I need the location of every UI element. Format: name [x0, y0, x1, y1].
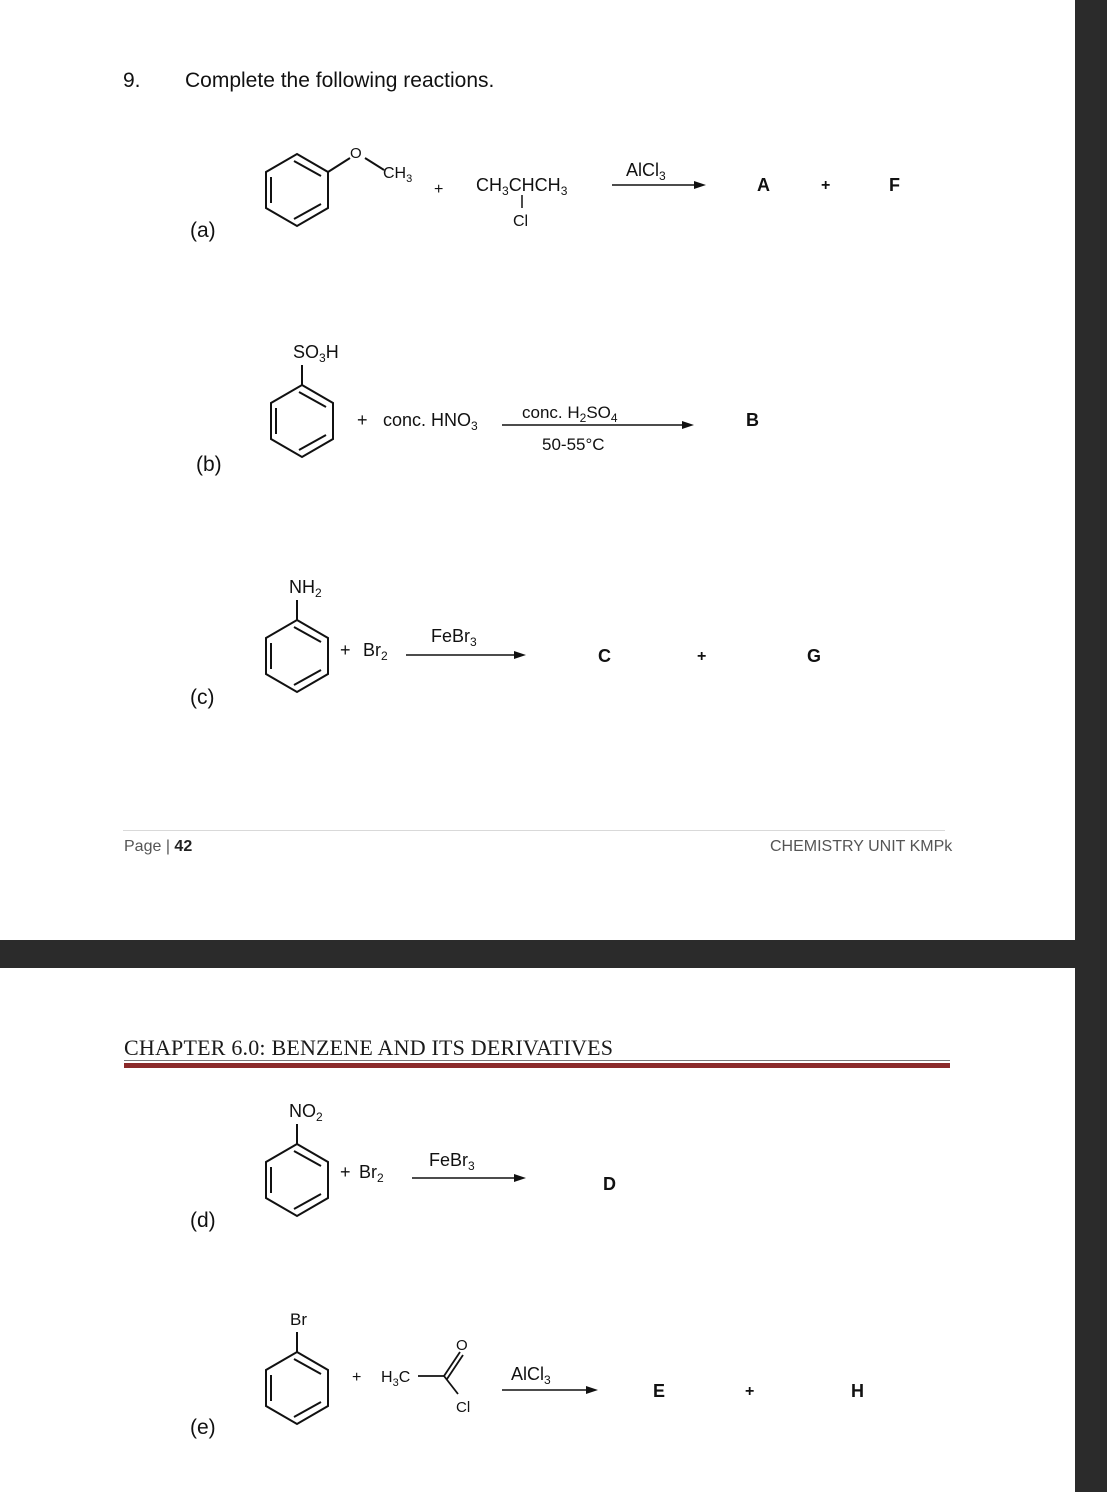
product-b: B [746, 410, 759, 430]
question-text: Complete the following reactions. [185, 69, 495, 92]
product-g: G [807, 646, 822, 666]
carbonyl-oxygen: O [456, 1337, 468, 1354]
product-c: C [598, 646, 611, 666]
product-h: H [851, 1381, 864, 1401]
sulfonic-acid-group: $SO_3H$ [293, 342, 339, 365]
reaction-e-scheme [0, 968, 1075, 1492]
acyl-chlorine: Cl [456, 1399, 471, 1416]
amino-group: $NH_2$ [289, 577, 322, 600]
plus-d: + [340, 1162, 351, 1182]
reaction-a-label: (a) [190, 219, 216, 242]
reaction-c-label: (c) [190, 686, 215, 709]
chlorine-label: Cl [513, 213, 529, 230]
plus-e: + [352, 1369, 362, 1386]
ether-oxygen: O [350, 145, 362, 162]
nitro-group: $NO_2$ [289, 1101, 323, 1124]
plus-c: + [340, 640, 351, 660]
reagent-b-top: conc. $H_2SO_4$ [522, 403, 618, 425]
footer-unit: CHEMISTRY UNIT KMPk [770, 838, 953, 855]
plus-c2: + [697, 648, 707, 665]
footer-rule [123, 830, 945, 831]
page-number-footer: Page | 42 [124, 838, 193, 855]
reagent-d: FeBr$_3$ [429, 1150, 475, 1173]
reagent-e: AlCl$_3$ [511, 1364, 551, 1387]
reaction-e-label: (e) [190, 1416, 216, 1439]
acyl-bonds [418, 1352, 463, 1394]
reagent-b-bottom: 50-55°C [542, 435, 605, 454]
document-page-2 [0, 968, 1075, 1492]
question-number: 9. [123, 69, 141, 92]
product-e: E [653, 1381, 666, 1401]
reaction-c-scheme [0, 0, 1075, 760]
plus-e2: + [745, 1383, 755, 1400]
product-f: F [889, 175, 900, 195]
plus-b: + [357, 410, 368, 430]
chapter-heading: CHAPTER 6.0: BENZENE AND ITS DERIVATIVES [124, 1035, 614, 1060]
bromine-d: $Br_2$ [359, 1162, 384, 1185]
bromo-substituent: Br [290, 1310, 307, 1329]
bromine-c: $Br_2$ [363, 640, 388, 663]
reagent-a: AlCl$_3$ [626, 160, 666, 183]
product-d: D [603, 1174, 616, 1194]
viewer-sidebar [1075, 0, 1107, 1492]
arrow-c [406, 651, 526, 659]
plus-a2: + [821, 177, 831, 194]
reaction-d-label: (d) [190, 1209, 216, 1232]
page-gap [0, 940, 1075, 968]
reaction-b-label: (b) [196, 453, 222, 476]
benzene-ring-e [266, 1332, 328, 1424]
arrow-e [502, 1386, 598, 1394]
reagent-c: FeBr$_3$ [431, 626, 477, 649]
isopropyl-chloride: $CH_3CHCH_3$ [476, 175, 568, 198]
nitric-acid: conc. $HNO_3$ [383, 410, 478, 433]
plus-a1: + [434, 181, 444, 198]
methyl-acyl: $H_3C$ [381, 1369, 411, 1389]
benzene-ring-c [266, 600, 328, 692]
methyl-text: $CH_3$ [383, 165, 413, 185]
product-a: A [757, 175, 770, 195]
